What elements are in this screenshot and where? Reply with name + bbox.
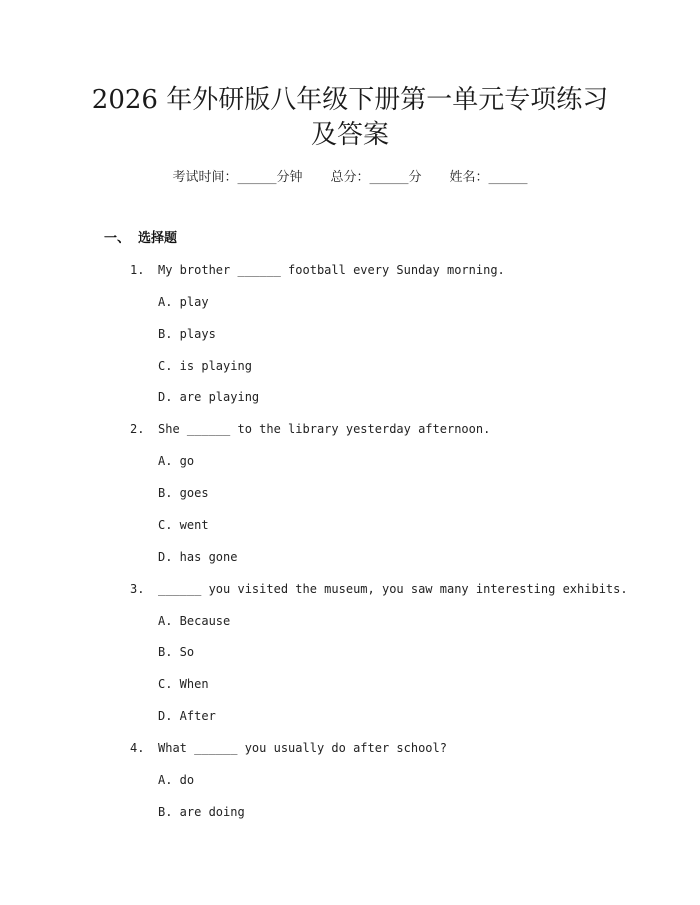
answer-option: A. do — [158, 773, 195, 787]
answer-option: A. play — [158, 295, 209, 309]
answer-option: D. has gone — [158, 550, 238, 564]
answer-option: B. plays — [158, 327, 216, 341]
answer-option: A. Because — [158, 614, 231, 628]
section-number: 一、 — [104, 231, 131, 246]
section-title: 选择题 — [138, 231, 178, 246]
answer-option: C. When — [158, 677, 209, 691]
page-title-line2: 及答案 — [310, 120, 389, 150]
answer-option: D. are playing — [158, 390, 260, 404]
answer-option: D. After — [158, 709, 216, 723]
section-heading — [104, 230, 177, 248]
answer-option: B. So — [158, 645, 195, 659]
answer-option: C. is playing — [158, 359, 252, 373]
question-number: 3. — [130, 582, 145, 596]
question-stem: ______ you visited the museum, you saw many interesting exhibits. — [158, 582, 628, 596]
answer-option: B. are doing — [158, 805, 245, 819]
answer-option: C. went — [158, 518, 209, 532]
question-number: 4. — [130, 741, 145, 755]
answer-option: A. go — [158, 454, 195, 468]
exam-time-field: 考试时间：______分钟 — [172, 170, 303, 185]
student-name-field: 姓名：______ — [449, 170, 528, 185]
question-stem: My brother ______ football every Sunday morning. — [158, 263, 505, 277]
question-stem: She ______ to the library yesterday afternoon. — [158, 422, 491, 436]
question-number: 2. — [130, 422, 145, 436]
total-score-field: 总分：______分 — [330, 170, 422, 185]
page-title-line1: 2026 年外研版八年级下册第一单元专项练习 — [91, 85, 609, 115]
question-stem: What ______ you usually do after school? — [158, 741, 447, 755]
exam-info-line — [0, 169, 700, 187]
question-number: 1. — [130, 263, 145, 277]
answer-option: B. goes — [158, 486, 209, 500]
